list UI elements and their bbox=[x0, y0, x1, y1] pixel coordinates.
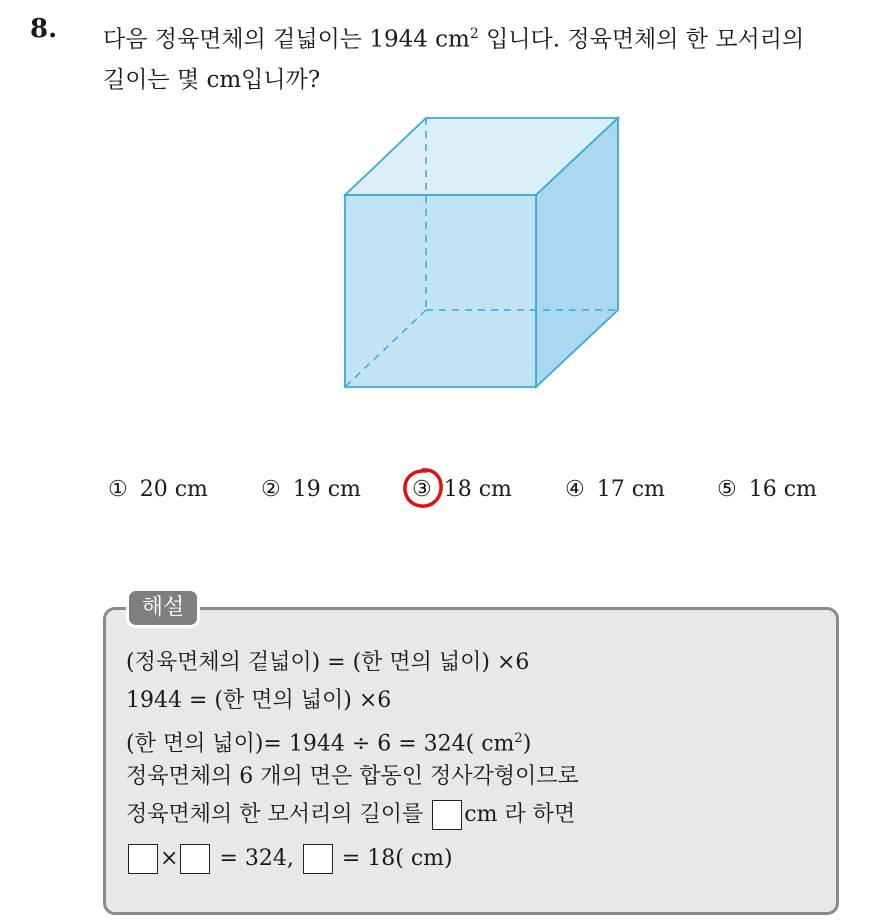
solution-line-2: 1944 = (한 면의 넓이) ×6 bbox=[126, 688, 392, 713]
choice-4-mark: ④ bbox=[565, 477, 585, 502]
answer-choices bbox=[0, 472, 884, 508]
solution-line-5-pre: 정육면체의 한 모서리의 길이를 bbox=[126, 802, 424, 827]
solution-line-5 bbox=[126, 796, 826, 834]
solution-line-3-pre: (한 면의 넓이)= 1944 ÷ 6 = 324( cm bbox=[126, 731, 515, 757]
choice-1[interactable] bbox=[108, 472, 208, 508]
answer-blank-box bbox=[432, 800, 462, 830]
solution-line-3 bbox=[126, 720, 826, 758]
choice-5[interactable] bbox=[717, 472, 817, 508]
choice-4-text: 17 cm bbox=[596, 477, 665, 502]
question-line-1 bbox=[103, 14, 873, 60]
choice-3-mark-glyph: ③ bbox=[412, 477, 432, 502]
question-number: 8. bbox=[30, 14, 58, 44]
solution-line-3-sup: 2 bbox=[514, 731, 523, 746]
answer-blank-box bbox=[128, 844, 158, 874]
choice-3-text: 18 cm bbox=[443, 477, 512, 502]
solution-line-3-post: ) bbox=[522, 731, 532, 757]
choice-2-mark: ② bbox=[261, 477, 281, 502]
solution-lines bbox=[126, 644, 826, 878]
choice-1-mark: ① bbox=[108, 477, 128, 502]
choice-5-mark: ⑤ bbox=[717, 477, 737, 502]
cube-figure bbox=[330, 105, 630, 400]
solution-line-4: 정육면체의 6 개의 면은 합동인 정사각형이므로 bbox=[126, 764, 579, 789]
choice-5-text: 16 cm bbox=[748, 477, 817, 502]
answer-blank-box bbox=[303, 844, 333, 874]
choice-1-text: 20 cm bbox=[139, 477, 208, 502]
question-line-1-pre: 다음 정육면체의 겉넓이는 1944 cm bbox=[103, 26, 470, 53]
choice-2[interactable] bbox=[261, 472, 361, 508]
solution-line-6 bbox=[126, 840, 826, 878]
question-line-1-sup: 2 bbox=[469, 26, 479, 42]
answer-blank-box bbox=[180, 844, 210, 874]
solution-line-1: (정육면체의 겉넓이) = (한 면의 넓이) ×6 bbox=[126, 650, 530, 675]
choice-2-text: 19 cm bbox=[292, 477, 361, 502]
solution-tab-label: 해설 bbox=[126, 588, 200, 628]
solution-line-5-post: cm 라 하면 bbox=[464, 802, 576, 827]
cube-front-face bbox=[345, 195, 536, 387]
question-text bbox=[103, 14, 873, 100]
choice-3-mark bbox=[412, 472, 432, 508]
solution-line-6-end: = 18( cm) bbox=[341, 846, 453, 871]
solution-line-6-times: × bbox=[160, 846, 179, 871]
solution-line-6-mid: = 324, bbox=[219, 846, 294, 871]
choice-3[interactable] bbox=[412, 472, 512, 508]
question-line-1-post: 입니다. 정육면체의 한 모서리의 bbox=[478, 26, 805, 53]
choice-4[interactable] bbox=[565, 472, 665, 508]
question-line-2: 길이는 몇 cm입니까? bbox=[103, 66, 321, 93]
